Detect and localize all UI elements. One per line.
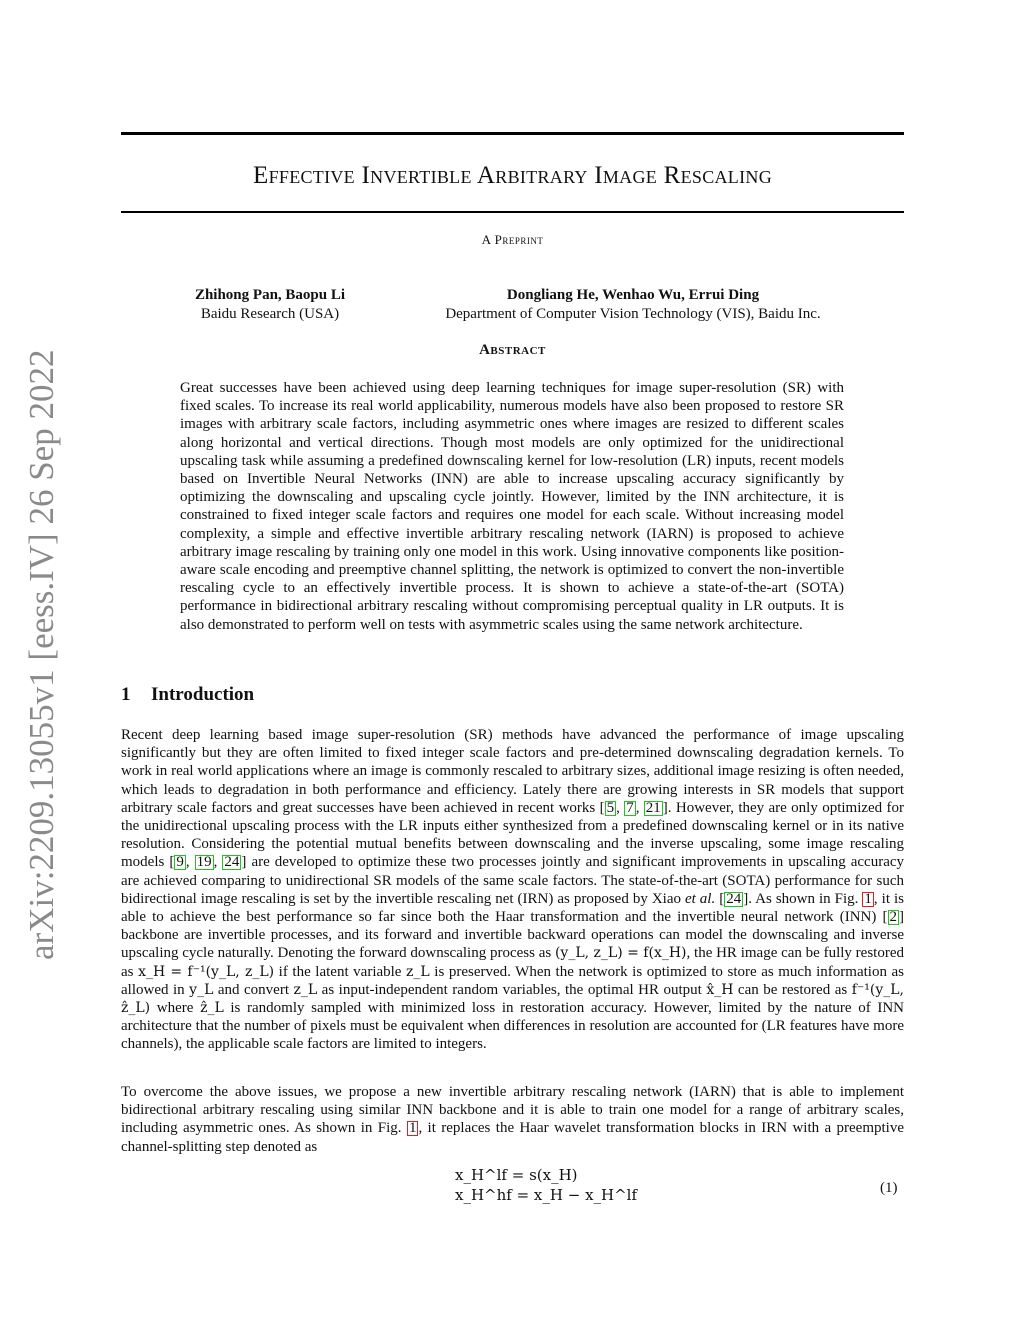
intro-paragraph-1: Recent deep learning based image super-resolution (SR) methods have advanced the performance of image upscaling significantly but they are often limited to fixed integer scale factors and pre-determined downscaling degradation kernels. To work in real world applications where an image is commonly rescaled to arbitrary sizes, additional image resizing is often needed, which leads to degradation in both performance and efficiency. Lately there are growing interests in SR models that support arbitrary scale factors and great successes have been achieved in recent works [ 5 , 7 , 21 ]. However, they are only optimized for the unidirectional upscaling process with the LR inputs either synthesized from a predefined downscaling kernel or in its native resolution. Considering the potential mutual benefits between downscaling and the inverse upscaling, some image rescaling models [ 9 , 19 , 24 ] are developed to optimize these two processes jointly and significant improvements in upscaling accuracy are achieved comparing to unidirectional SR models of the same scale factors. The state-of-the-art (SOTA) performance for such bidirectional image rescaling is set by the invertible rescaling net (IRN) as proposed by Xiao et al. [ 24 ]. As shown in Fig. 1 , it is able to achieve the best performance so far since both the Haar transformation and the invertible neural network (INN) [ 2 ] backbone are invertible processes, and its forward and invertible backward operations can model the downscaling and inverse upscaling cycle naturally. Denoting the forward downscaling process as (y_L, z_L) = f(x_H), the HR image can be fully restored as x_H = f⁻¹(y_L, z_L) if the latent variable z_L is preserved. When the network is optimized to store as much information as allowed in y_L and convert z_L as input-independent random variables, the optimal HR output x̂_H can be restored as f⁻¹(y_L, ẑ_L) where ẑ_L is randomly sampled with minimized loss in restoration accuracy. However, limited by the nature of INN architecture that the number of pixels must be equivalent when differences in resolution are accounted for (LR features have more channels), the applicable scale factors are limited to integers. [121,727,905,1053]
arxiv-identifier: arXiv:2209.13055v1 [eess.IV] 26 Sep 2022 [22,349,61,960]
author-block-2 [405,286,861,324]
citation-link[interactable]: 24 [224,854,240,871]
math-inline: z_L [406,963,430,980]
section-heading [121,684,254,706]
math-inline: (y_L, z_L) = f(x_H) [554,945,687,962]
title-rule-bottom [121,211,904,213]
paper-title: Effective Invertible Arbitrary Image Rescaling [253,162,772,189]
figure-reference-link[interactable]: 1 [864,890,872,907]
citation-link[interactable]: 2 [889,909,897,926]
citation-link[interactable]: 21 [645,799,661,816]
equation-line: x_H^hf = x_H − x_H^lf [455,1186,638,1204]
math-inline: z_L [293,981,318,998]
author-names: Dongliang He, Wenhao Wu, Errui Ding [506,287,760,303]
equation-1 [455,1165,655,1205]
intro-paragraph-2: To overcome the above issues, we propose a new invertible arbitrary rescaling network (IARN) that is able to implement bidirectional arbitrary rescaling using similar INN backbone and it is able to train one model for a range of arbitrary scales, including asymmetric ones. As shown in Fig. 1 , it replaces the Haar wavelet transformation blocks in IRN with a preemptive channel-splitting step denoted as [121,1084,904,1155]
figure-reference-link[interactable]: 1 [408,1120,417,1137]
citation-link[interactable]: 7 [626,799,634,816]
author-affiliation: Baidu Research (USA) [200,306,340,322]
math-inline: f⁻¹(y_L, ẑ_L) [121,981,905,1017]
abstract-heading: Abstract [479,342,546,358]
citation-link[interactable]: 24 [726,890,742,907]
math-inline: x_H = f⁻¹(y_L, z_L) [138,963,275,980]
abstract-text: Great successes have been achieved using deep learning techniques for image super-resolution (SR) with fixed scales. To increase its real world applicability, numerous models have also been proposed to restore SR images with arbitrary scale factors, including asymmetric ones where images are resized to different scales along horizontal and vertical directions. Though most models are only optimized for the unidirectional upscaling task while assuming a predefined downscaling kernel for low-resolution (LR) inputs, recent models based on Invertible Neural Networks (INN) are able to increase upscaling accuracy significantly by optimizing the downscaling and upscaling cycle jointly. However, limited by the INN architecture, it is constrained to fixed integer scale factors and requires one model for each scale. Without increasing model complexity, a simple and effective invertible arbitrary rescaling network (IARN) is proposed to achieve arbitrary image rescaling by training only one model in this work. Using innovative components like position-aware scale encoding and preemptive channel splitting, the network is optimized to convert the non-invertible rescaling cycle to an effectively invertible process. It is shown to achieve a state-of-the-art (SOTA) performance in bidirectional arbitrary rescaling without compromising perceptual quality in LR outputs. It is also demonstrated to perform well on tests with asymmetric scales using the same network architecture. [180,380,844,633]
math-inline: ẑ_L [200,1000,224,1017]
equation-number: (1) [880,1180,898,1196]
author-affiliation: Department of Computer Vision Technology (VIS), Baidu Inc. [445,306,821,322]
title-rule-top [121,132,904,135]
citation-link[interactable]: 9 [176,854,184,871]
author-block-1 [170,286,370,324]
preprint-label: A Preprint [481,232,544,247]
citation-link[interactable]: 5 [606,799,615,816]
equation-line: x_H^lf = s(x_H) [455,1166,578,1184]
author-names: Zhihong Pan, Baopu Li [194,287,346,303]
section-number: 1 [121,684,131,705]
math-inline: x̂_H [706,981,734,998]
citation-link[interactable]: 19 [196,854,212,871]
section-title: Introduction [151,684,255,705]
et-al: et al. [684,890,716,907]
math-inline: y_L [189,981,214,998]
